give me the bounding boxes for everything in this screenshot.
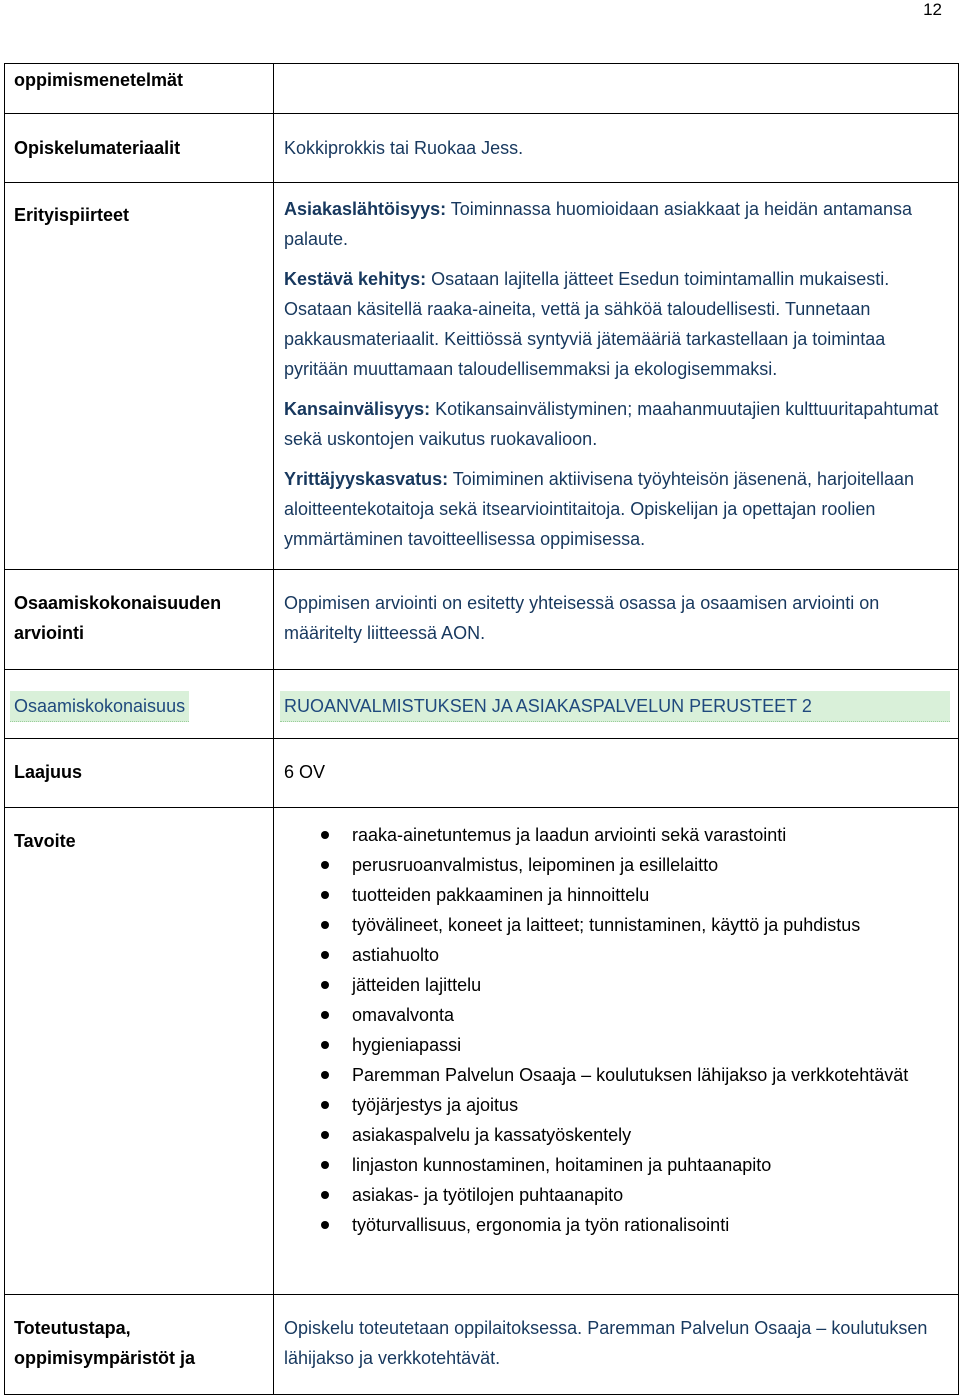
row-label-line: Toteutustapa, — [14, 1318, 131, 1338]
highlighted-label: Osaamiskokonaisuus — [10, 691, 189, 722]
row-label: oppimismenetelmät — [5, 64, 274, 114]
curriculum-table — [4, 63, 959, 1395]
table-row — [5, 1295, 959, 1395]
list-item: työvälineet, koneet ja laitteet; tunnistaminen, käyttö ja puhdistus — [352, 910, 950, 940]
row-content: 6 OV — [274, 739, 959, 808]
paragraph-title: Kansainvälisyys: — [284, 399, 431, 419]
row-label-line: arviointi — [14, 623, 85, 643]
list-item: perusruoanvalmistus, leipominen ja esillelaitto — [352, 850, 950, 880]
list-item: työturvallisuus, ergonomia ja työn rationalisointi — [352, 1210, 950, 1240]
paragraph-kansainvalisyys — [284, 394, 950, 454]
row-label: Laajuus — [5, 739, 274, 808]
table-row — [5, 114, 959, 183]
paragraph-text: Osataan lajitella jätteet Esedun toimintamallin mukaisesti. Osataan käsitellä raaka-aineita, vettä ja sähköä taloudellisesti. Tunnetaan pakkausmateriaalit. Keittiössä syntyviä jätemääriä tarkastellaan ja toimintaa pyritään muuttamaan taloudellisemmaksi ja ekologisemmaksi. — [284, 269, 890, 379]
paragraph-kestava-kehitys — [284, 264, 950, 384]
table-row — [5, 64, 959, 114]
row-label — [5, 1295, 274, 1395]
paragraph-title: Asiakaslähtöisyys: — [284, 199, 447, 219]
paragraph-text: Toimiminen aktiivisena työyhteisön jäsenenä, harjoitellaan aloitteentekotaitoja sekä itsearviointitaitoja. Opiskelijan ja opettajan roolien ymmärtäminen tavoitteellisessa oppimisessa. — [284, 469, 915, 549]
list-item: työjärjestys ja ajoitus — [352, 1090, 950, 1120]
list-item: Paremman Palvelun Osaaja – koulutuksen lähijakso ja verkkotehtävät — [352, 1060, 950, 1090]
goals-list — [284, 820, 950, 1240]
row-label-line: Osaamiskokonaisuuden — [14, 593, 222, 613]
paragraph-text: Kotikansainvälistyminen; maahanmuutajien kulttuuritapahtumat sekä uskontojen vaikutus ruokavalioon. — [284, 399, 939, 449]
table-row — [5, 670, 959, 739]
paragraph-yrittajyyskasvatus — [284, 464, 950, 554]
row-label: Opiskelumateriaalit — [5, 114, 274, 183]
list-item: asiakaspalvelu ja kassatyöskentely — [352, 1120, 950, 1150]
row-content: Kokkiprokkis tai Ruokaa Jess. — [274, 114, 959, 183]
row-content: Oppimisen arviointi on esitetty yhteisessä osassa ja osaamisen arviointi on määritelty liitteessä AON. — [274, 570, 959, 670]
list-item: linjaston kunnostaminen, hoitaminen ja puhtaanapito — [352, 1150, 950, 1180]
row-label — [5, 570, 274, 670]
list-item: hygieniapassi — [352, 1030, 950, 1060]
row-content — [274, 670, 959, 739]
table-row — [5, 570, 959, 670]
list-item: asiakas- ja työtilojen puhtaanapito — [352, 1180, 950, 1210]
paragraph-title: Yrittäjyyskasvatus: — [284, 469, 449, 489]
row-content — [274, 808, 959, 1295]
list-item: jätteiden lajittelu — [352, 970, 950, 1000]
row-label: Erityispiirteet — [5, 183, 274, 570]
list-item: astiahuolto — [352, 940, 950, 970]
row-label-line: oppimisympäristöt ja — [14, 1348, 196, 1368]
paragraph-title: Kestävä kehitys: — [284, 269, 427, 289]
paragraph-asiakaslahtoisyys — [284, 194, 950, 254]
row-content: Opiskelu toteutetaan oppilaitoksessa. Paremman Palvelun Osaaja – koulutuksen lähijakso ja verkkotehtävät. — [274, 1295, 959, 1395]
row-content — [274, 64, 959, 114]
table-row — [5, 739, 959, 808]
list-item: omavalvonta — [352, 1000, 950, 1030]
table-row — [5, 183, 959, 570]
list-item: tuotteiden pakkaaminen ja hinnoittelu — [352, 880, 950, 910]
table-row — [5, 808, 959, 1295]
row-label: Tavoite — [5, 808, 274, 1295]
page-number: 12 — [923, 0, 942, 19]
module-title: RUOANVALMISTUKSEN JA ASIAKASPALVELUN PERUSTEET 2 — [280, 691, 950, 722]
row-content — [274, 183, 959, 570]
paragraph-text: Toiminnassa huomioidaan asiakkaat ja heidän antamansa palaute. — [284, 199, 913, 249]
list-item: raaka-ainetuntemus ja laadun arviointi sekä varastointi — [352, 820, 950, 850]
row-label — [5, 670, 274, 739]
